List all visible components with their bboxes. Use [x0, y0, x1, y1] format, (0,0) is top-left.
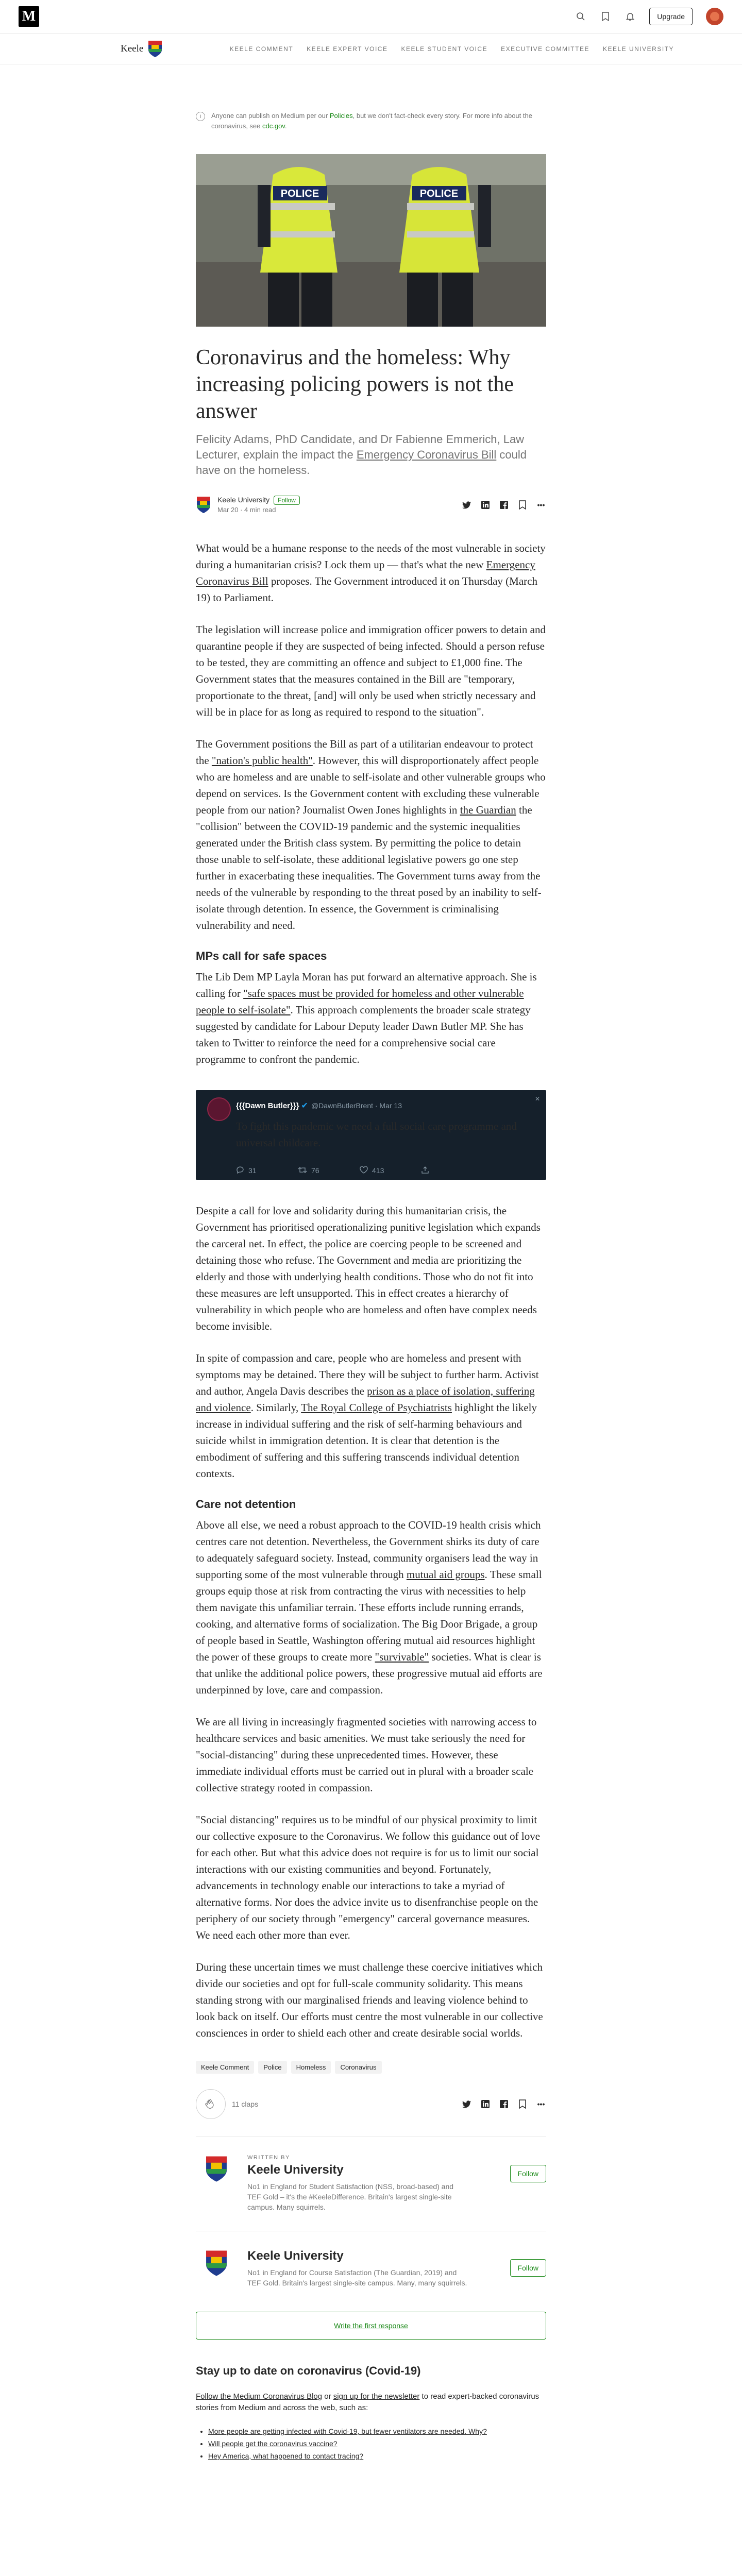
paragraph-group-4: [196, 1517, 546, 2041]
article: [196, 64, 546, 2462]
inline-link[interactable]: "survivable": [375, 1651, 429, 1663]
clap-row: [196, 2089, 546, 2119]
stay-links: [208, 2425, 546, 2462]
share-actions-bottom: [462, 2099, 546, 2109]
heart-icon: [360, 1166, 368, 1174]
notifications-icon[interactable]: [625, 11, 636, 22]
info-icon: i: [196, 112, 205, 121]
search-icon[interactable]: [575, 11, 586, 22]
twitter-icon[interactable]: [462, 500, 472, 510]
linkedin-icon[interactable]: [480, 2099, 491, 2109]
author-card-2: [196, 2231, 546, 2307]
tag-homeless[interactable]: Homeless: [291, 2061, 331, 2074]
paragraph: We are all living in increasingly fragmented societies with narrowing access to healthcare services and basic amenities. We must take seriously the need for "social-distancing" during these unprecedented times. However, these immediate individual efforts must be carried out in plural with a broader scale collective strategy rooted in compassion.: [196, 1716, 537, 1794]
like-action[interactable]: 413: [360, 1166, 421, 1175]
tweet-author[interactable]: {{{Dawn Butler}}}: [236, 1101, 299, 1110]
avatar[interactable]: [706, 8, 723, 25]
more-icon[interactable]: •••: [537, 501, 545, 509]
paragraph: During these uncertain times we must challenge these coercive initiatives which divide our societies and opt for full-scale community solidarity. This means standing strong with our marginalised friends and leaving violence behind to look back on itself. Our efforts must centre the most vulnerable in our collective consciences in order to shield each other and create desirable social worlds.: [196, 1961, 543, 2039]
byline: [196, 495, 546, 515]
policies-link[interactable]: Policies: [329, 112, 353, 120]
tag-keele-comment[interactable]: Keele Comment: [196, 2061, 254, 2074]
paragraph: "Social distancing" requires us to be mindful of our physical proximity to limit our collective exposure to the Coronavirus. We follow this guidance out of love for each other. But what this advice does not require is for us to limit our social interactions with our existing communities and beyond. Fortunately, advancements in technology enable our interactions to take a myriad of alternative forms. Nor does the advice invite us to disenfranchise people on the periphery of our society through "emergency" carceral governance measures. We need each other more than ever.: [196, 1814, 541, 1941]
nav-keele-expert-voice[interactable]: KEELE EXPERT VOICE: [307, 45, 388, 53]
stay-intro: Follow the Medium Coronavirus Blog or sign up for the newsletter to read expert-backed coronavirus stories from Medium and across the web, such as:: [196, 2392, 539, 2412]
nav-keele-university[interactable]: KEELE UNIVERSITY: [602, 45, 674, 53]
bookmark-icon[interactable]: [517, 2099, 528, 2109]
bookmarks-icon[interactable]: [600, 11, 611, 22]
facebook-icon[interactable]: [499, 2099, 509, 2109]
story-link-ventilators[interactable]: More people are getting infected with Covid-19, but fewer ventilators are needed. Why?: [208, 2427, 487, 2435]
tweet-text: To fight this pandemic we need a full social care programme and universal childcare.: [236, 1120, 517, 1149]
paragraph-group-1: [196, 540, 546, 934]
inline-link[interactable]: The Royal College of Psychiatrists: [301, 1401, 452, 1414]
tag-list: [196, 2061, 546, 2074]
publication-bar: [0, 33, 742, 64]
retweet-action[interactable]: 76: [298, 1166, 360, 1175]
bookmark-icon[interactable]: [517, 500, 528, 510]
inline-link[interactable]: "safe spaces must be provided for homeless and other vulnerable people to self-isolate": [196, 987, 524, 1016]
story-link-contact-tracing[interactable]: Hey America, what happened to contact tracing?: [208, 2452, 364, 2460]
reply-icon: [236, 1166, 244, 1174]
verified-icon: ✔: [301, 1101, 308, 1110]
written-by-label: WRITTEN BY: [247, 2155, 290, 2161]
notice-text: Anyone can publish on Medium per our Policies, but we don't fact-check every story. For more info about the coronavirus, see cdc.gov.: [211, 112, 532, 130]
paragraph: The Lib Dem MP Layla Moran has put forward an alternative approach. She is calling for "safe spaces must be provided for homeless and other vulnerable people to self-isolate". This approach complements the broader scale strategy suggested by candidate for Labour Deputy leader Dawn Butler MP. She has taken to Twitter to reinforce the need for a comprehensive social care programme to confront the pandemic.: [196, 971, 537, 1065]
close-icon[interactable]: ✕: [534, 1095, 540, 1103]
facebook-icon[interactable]: [499, 500, 509, 510]
hero-label-1: POLICE: [280, 188, 319, 199]
paragraph: Despite a call for love and solidarity during this humanitarian crisis, the Government has prioritised operationalizing punitive legislation which expands the carceral net. In effect, the police are coercing people to be screened and detaining those who refuse. The Government and media are prioritizing the elderly and those with underlying health conditions. Those who do not fit into these measures are left unsupported. This in effect creates a hierarchy of vulnerability in which people who are homeless and often have complex needs become invisible.: [196, 1205, 541, 1332]
heading-care-not-detention: Care not detention: [196, 1498, 296, 1511]
nav-keele-comment[interactable]: KEELE COMMENT: [229, 45, 294, 53]
keele-logo[interactable]: [121, 40, 163, 58]
paragraph: In spite of compassion and care, people who are homeless and present with symptoms may be detained. There they will be subject to further harm. Activist and author, Angela Davis describes the prison as a place of isolation, suffering and violence. Similarly, The Royal College of Psychiatrists highlight the likely increase in individual suffering and the risk of self-harming behaviours and suicide whilst in immigration detention. It is clear that detention is the embodiment of suffering and this suffering transcends individual detention contexts.: [196, 1352, 539, 1480]
reply-action[interactable]: 31: [236, 1166, 298, 1175]
twitter-icon[interactable]: [462, 2099, 472, 2109]
paragraph: What would be a humane response to the needs of the most vulnerable in society during a humanitarian crisis? Lock them up — that's what the new Emergency Coronavirus Bill proposes. The Government introduced it on Thursday (March 19) to Parliament.: [196, 542, 546, 604]
newsletter-link[interactable]: sign up for the newsletter: [333, 2392, 420, 2401]
inline-link[interactable]: prison as a place of isolation, suffering and violence: [196, 1385, 535, 1414]
inline-link[interactable]: the Guardian: [460, 804, 516, 816]
author-name[interactable]: Keele University: [217, 496, 270, 504]
paragraph: Above all else, we need a robust approach to the COVID-19 health crisis which centres care not detention. Nevertheless, the Government shirks its duty of care to adequately safeguard society. Instead, community organisers lead the way in supporting some of the most vulnerable through mutual aid groups. These small groups equip those at risk from contracting the virus with necessities to help them navigate this unfamiliar terrain. These efforts include running errands, cooking, and alternative forms of socialization. The Big Door Brigade, a group of people based in Seattle, Washington offering mutual aid resources highlight the power of these groups to create more "survivable" societies. What is clear is that unlike the additional police powers, these progressive mutual aid efforts are underpinned by love, care and compassion.: [196, 1519, 543, 1696]
coronavirus-blog-link[interactable]: Follow the Medium Coronavirus Blog: [196, 2392, 323, 2401]
inline-link[interactable]: mutual aid groups: [406, 1568, 485, 1581]
write-response-button[interactable]: Write the first response: [196, 2312, 546, 2340]
embedded-tweet[interactable]: [196, 1090, 546, 1180]
hero-image: [196, 154, 546, 327]
inline-link[interactable]: "nation's public health": [211, 754, 313, 767]
clap-icon[interactable]: [196, 2089, 226, 2119]
paragraph-group-2: [196, 969, 546, 1067]
publication-nav: [230, 45, 674, 53]
keele-crest-icon: [147, 40, 163, 58]
hero-label-2: POLICE: [419, 188, 459, 199]
author-bio: No1 in England for Student Satisfaction (NSS, broad-based) and TEF Gold – it's the #KeeleDifference. Britain's largest single-site campus. Many squirrels.: [247, 2182, 454, 2211]
clap-count[interactable]: 11 claps: [232, 2100, 259, 2108]
follow-publication-button[interactable]: Follow: [510, 2259, 546, 2277]
publication-name: Keele: [121, 43, 144, 54]
share-actions: [462, 500, 546, 510]
nav-keele-student-voice[interactable]: KEELE STUDENT VOICE: [401, 45, 488, 53]
top-actions: [575, 8, 723, 25]
tweet-handle[interactable]: @DawnButlerBrent · Mar 13: [311, 1101, 402, 1110]
more-icon[interactable]: •••: [537, 2100, 545, 2108]
follow-button-small[interactable]: Follow: [274, 496, 300, 505]
tag-police[interactable]: Police: [258, 2061, 286, 2074]
top-navigation-bar: [0, 0, 742, 33]
article-subtitle: Felicity Adams, PhD Candidate, and Dr Fabienne Emmerich, Law Lecturer, explain the impact the Emergency Coronavirus Bill could have on the homeless.: [196, 433, 527, 477]
inline-link[interactable]: Emergency Coronavirus Bill: [196, 558, 535, 587]
follow-author-button[interactable]: Follow: [510, 2165, 546, 2182]
author-crest-icon[interactable]: [205, 2155, 228, 2183]
stay-up-to-date: [196, 2364, 546, 2462]
stay-title: Stay up to date on coronavirus (Covid-19): [196, 2364, 421, 2377]
author-crest-icon[interactable]: [196, 496, 211, 514]
publish-date: Mar 20 · 4 min read: [217, 506, 276, 514]
paragraph-group-3: [196, 1202, 546, 1482]
publication-crest-icon[interactable]: [205, 2249, 228, 2278]
article-body: [196, 540, 546, 2041]
fact-check-notice: [196, 111, 546, 131]
upgrade-button[interactable]: Upgrade: [649, 8, 693, 25]
story-link-vaccine[interactable]: Will people get the coronavirus vaccine?: [208, 2439, 338, 2448]
paragraph: The Government positions the Bill as part of a utilitarian endeavour to protect the "nation's public health". However, this will disproportionately affect people who are homeless and are unable to self-isolate and other vulnerable groups who depend on services. Is the Government content with excluding these vulnerable people from our nation? Journalist Owen Jones highlights in the Guardian the "collision" between the COVID-19 pandemic and the systemic inequalities generated under the British class system. By permitting the police to detain those unable to self-isolate, these additional legislative powers go one step further in exacerbating these inequalities. The Government turns away from the needs of the vulnerable by responding to the threat posed by an inability to self-isolate through detention. In essence, the Government is criminalising vulnerability and need.: [196, 738, 546, 931]
author-card-1: [196, 2137, 546, 2231]
heading-mps-call: MPs call for safe spaces: [196, 950, 327, 962]
article-title: Coronavirus and the homeless: Why increasing policing powers is not the answer: [196, 346, 514, 423]
tweet-actions: [236, 1166, 535, 1175]
publication-bio: No1 in England for Course Satisfaction (The Guardian, 2019) and TEF Gold. Britain's largest single-site campus. Many, many squirrels.: [247, 2268, 467, 2287]
emergency-bill-link[interactable]: Emergency Coronavirus Bill: [356, 448, 497, 461]
author-card-name[interactable]: Keele University: [247, 2163, 344, 2177]
cdc-link[interactable]: cdc.gov: [262, 122, 285, 130]
nav-executive-committee[interactable]: EXECUTIVE COMMITTEE: [501, 45, 589, 53]
medium-logo[interactable]: M: [19, 6, 39, 27]
share-action[interactable]: [421, 1166, 483, 1175]
tag-coronavirus[interactable]: Coronavirus: [335, 2061, 381, 2074]
tweet-avatar[interactable]: [207, 1097, 231, 1121]
retweet-icon: [298, 1166, 307, 1174]
paragraph: The legislation will increase police and immigration officer powers to detain and quarantine people if they are suspected of being infected. Should a person refuse to be tested, they are committing an offence and subject to £1,000 fine. The Government states that the measures contained in the Bill are "temporary, proportionate to the threat, [and] will only be used when strictly necessary and will be in place for as long as required to respond to the situation".: [196, 623, 546, 718]
publication-card-name[interactable]: Keele University: [247, 2249, 344, 2263]
linkedin-icon[interactable]: [480, 500, 491, 510]
share-icon: [421, 1166, 429, 1174]
